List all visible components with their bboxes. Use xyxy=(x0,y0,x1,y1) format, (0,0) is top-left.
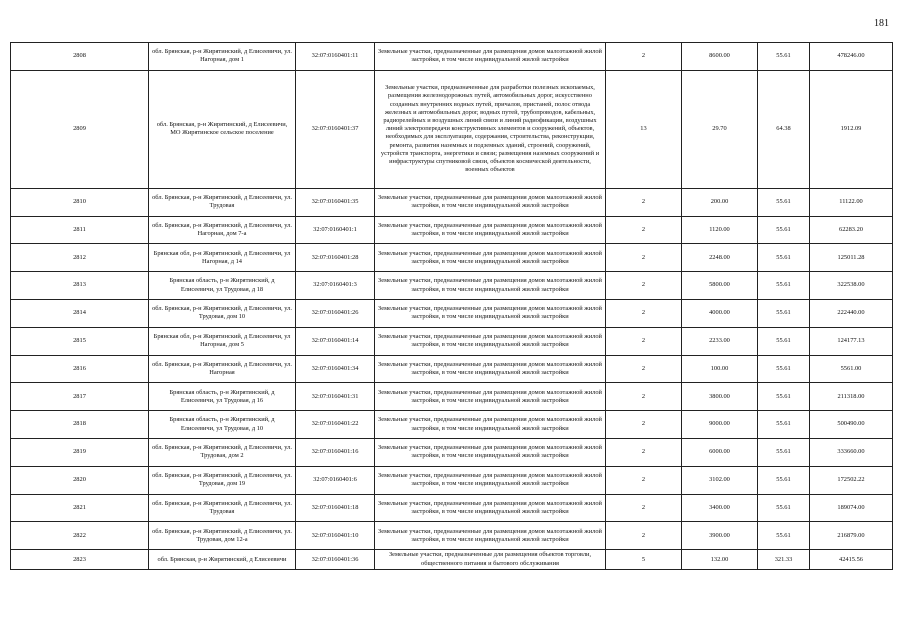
row-number-cell: 2813 xyxy=(11,272,149,300)
cadastral-value-cell: 5561.00 xyxy=(810,355,893,383)
land-use-cell: Земельные участки, предназначенные для разработки полезных ископаемых, размещения железнодорожных путей, автомобильных дорог, искусственно созданных внутренних водных путей, причалов, пристаней, полос отвода железных и автомобильных дорог, водных путей, трубопроводов, кабельных, радиорелейных и воздушных линий связи и линий радиофикации, воздушных линий электропередачи конструктивных элементов и сооружений, объектов, необходимых для эксплуатации, содержания, строительства, реконструкции, ремонта, развития наземных и подземных зданий, строений, сооружений, устройств транспорта, энергетики и связи; размещения наземных сооружений и инфраструктуры спутниковой связи, объектов космической деятельности, военных объектов xyxy=(375,70,606,188)
cadastral-number-cell: 32:07:0160401:31 xyxy=(296,383,375,411)
land-use-cell: Земельные участки, предназначенные для размещения домов малоэтажной жилой застройки, в том числе индивидуальной жилой застройки xyxy=(375,43,606,71)
group-cell: 2 xyxy=(606,355,682,383)
cadastral-value-cell: 222440.00 xyxy=(810,299,893,327)
address-cell: обл. Брянская, р-н Жирятинский, д Елисеевичи, ул. Нагорная xyxy=(149,355,296,383)
address-cell: Брянская область, р-н Жирятинский, д Елисеевичи, ул Трудовая, д 18 xyxy=(149,272,296,300)
land-use-cell: Земельные участки, предназначенные для размещения домов малоэтажной жилой застройки, в том числе индивидуальной жилой застройки xyxy=(375,411,606,439)
table-row xyxy=(11,216,893,244)
row-number-cell: 2820 xyxy=(11,466,149,494)
table-body xyxy=(11,43,893,570)
group-cell: 2 xyxy=(606,522,682,550)
group-cell: 2 xyxy=(606,494,682,522)
cadastral-value-cell: 478246.00 xyxy=(810,43,893,71)
table-row xyxy=(11,522,893,550)
land-use-cell: Земельные участки, предназначенные для размещения домов малоэтажной жилой застройки, в том числе индивидуальной жилой застройки xyxy=(375,327,606,355)
group-cell: 2 xyxy=(606,438,682,466)
table-row xyxy=(11,43,893,71)
cadastral-number-cell: 32:07:0160401:11 xyxy=(296,43,375,71)
row-number-cell: 2819 xyxy=(11,438,149,466)
table-row xyxy=(11,355,893,383)
address-cell: Брянская обл, р-н Жирятинский, д Елисеевичи, ул Нагорная, дом 5 xyxy=(149,327,296,355)
table-row xyxy=(11,466,893,494)
address-cell: обл. Брянская, р-н Жирятинский, д Елисеевичи, ул. Трудовая, дом 2 xyxy=(149,438,296,466)
specific-value-cell: 55.61 xyxy=(758,411,810,439)
cadastral-value-cell: 11122.00 xyxy=(810,188,893,216)
cadastral-number-cell: 32:07:0160401:37 xyxy=(296,70,375,188)
row-number-cell: 2810 xyxy=(11,188,149,216)
group-cell: 2 xyxy=(606,327,682,355)
specific-value-cell: 55.61 xyxy=(758,327,810,355)
cadastral-number-cell: 32:07:0160401:3 xyxy=(296,272,375,300)
area-cell: 9000.00 xyxy=(682,411,758,439)
address-cell: обл. Брянская, р-н Жирятинский, д Елисеевичи, ул. Трудовая xyxy=(149,188,296,216)
area-cell: 29.70 xyxy=(682,70,758,188)
cadastral-number-cell: 32:07:0160401:34 xyxy=(296,355,375,383)
area-cell: 1120.00 xyxy=(682,216,758,244)
cadastral-value-cell: 322538.00 xyxy=(810,272,893,300)
group-cell: 2 xyxy=(606,466,682,494)
area-cell: 2233.00 xyxy=(682,327,758,355)
address-cell: обл. Брянская, р-н Жирятинский, д Елисеевичи, ул. Трудовая, дом 10 xyxy=(149,299,296,327)
specific-value-cell: 55.61 xyxy=(758,216,810,244)
address-cell: обл. Брянская, р-н Жирятинский, д Елисеевичи, ул. Нагорная, дом 1 xyxy=(149,43,296,71)
cadastral-value-cell: 124177.13 xyxy=(810,327,893,355)
specific-value-cell: 55.61 xyxy=(758,355,810,383)
area-cell: 132.00 xyxy=(682,550,758,570)
area-cell: 4000.00 xyxy=(682,299,758,327)
row-number-cell: 2823 xyxy=(11,550,149,570)
area-cell: 3102.00 xyxy=(682,466,758,494)
table-row xyxy=(11,438,893,466)
land-use-cell: Земельные участки, предназначенные для размещения домов малоэтажной жилой застройки, в том числе индивидуальной жилой застройки xyxy=(375,272,606,300)
group-cell: 5 xyxy=(606,550,682,570)
land-use-cell: Земельные участки, предназначенные для размещения домов малоэтажной жилой застройки, в том числе индивидуальной жилой застройки xyxy=(375,244,606,272)
cadastral-number-cell: 32:07:0160401:1 xyxy=(296,216,375,244)
cadastral-value-cell: 42415.56 xyxy=(810,550,893,570)
table-row xyxy=(11,383,893,411)
table-row xyxy=(11,411,893,439)
table-row xyxy=(11,70,893,188)
row-number-cell: 2817 xyxy=(11,383,149,411)
address-cell: обл. Брянская, р-н Жирятинский, д Елисеевичи xyxy=(149,550,296,570)
specific-value-cell: 55.61 xyxy=(758,272,810,300)
address-cell: обл. Брянская, р-н Жирятинский, д Елисеевичи, ул. Трудовая, дом 19 xyxy=(149,466,296,494)
row-number-cell: 2812 xyxy=(11,244,149,272)
row-number-cell: 2811 xyxy=(11,216,149,244)
row-number-cell: 2818 xyxy=(11,411,149,439)
specific-value-cell: 55.61 xyxy=(758,244,810,272)
group-cell: 2 xyxy=(606,299,682,327)
address-cell: обл. Брянская, р-н Жирятинский, д Елисеевичи, ул. Нагорная, дом 7-а xyxy=(149,216,296,244)
land-use-cell: Земельные участки, предназначенные для размещения домов малоэтажной жилой застройки, в том числе индивидуальной жилой застройки xyxy=(375,438,606,466)
land-use-cell: Земельные участки, предназначенные для размещения домов малоэтажной жилой застройки, в том числе индивидуальной жилой застройки xyxy=(375,188,606,216)
table-row xyxy=(11,494,893,522)
specific-value-cell: 321.33 xyxy=(758,550,810,570)
area-cell: 6000.00 xyxy=(682,438,758,466)
cadastral-number-cell: 32:07:0160401:6 xyxy=(296,466,375,494)
cadastral-number-cell: 32:07:0160401:18 xyxy=(296,494,375,522)
cadastral-number-cell: 32:07:0160401:35 xyxy=(296,188,375,216)
cadastral-number-cell: 32:07:0160401:26 xyxy=(296,299,375,327)
address-cell: обл. Брянская, р-н Жирятинский, д Елисеевичи, ул. Трудовая, дом 12-а xyxy=(149,522,296,550)
specific-value-cell: 64.38 xyxy=(758,70,810,188)
specific-value-cell: 55.61 xyxy=(758,188,810,216)
row-number-cell: 2808 xyxy=(11,43,149,71)
cadastral-value-cell: 189074.00 xyxy=(810,494,893,522)
table-row xyxy=(11,244,893,272)
area-cell: 2248.00 xyxy=(682,244,758,272)
specific-value-cell: 55.61 xyxy=(758,299,810,327)
address-cell: обл. Брянская, р-н Жирятинский, д Елисеевичи, МО Жирятинское сельское поселение xyxy=(149,70,296,188)
row-number-cell: 2816 xyxy=(11,355,149,383)
land-use-cell: Земельные участки, предназначенные для размещения домов малоэтажной жилой застройки, в том числе индивидуальной жилой застройки xyxy=(375,355,606,383)
area-cell: 3800.00 xyxy=(682,383,758,411)
area-cell: 5800.00 xyxy=(682,272,758,300)
table-row xyxy=(11,299,893,327)
cadastral-value-cell: 216879.00 xyxy=(810,522,893,550)
area-cell: 3400.00 xyxy=(682,494,758,522)
area-cell: 8600.00 xyxy=(682,43,758,71)
cadastral-value-cell: 125011.28 xyxy=(810,244,893,272)
table-row xyxy=(11,327,893,355)
area-cell: 100.00 xyxy=(682,355,758,383)
address-cell: обл. Брянская, р-н Жирятинский, д Елисеевичи, ул. Трудовая xyxy=(149,494,296,522)
row-number-cell: 2815 xyxy=(11,327,149,355)
area-cell: 200.00 xyxy=(682,188,758,216)
cadastral-value-cell: 211318.00 xyxy=(810,383,893,411)
group-cell: 2 xyxy=(606,272,682,300)
group-cell: 2 xyxy=(606,216,682,244)
cadastral-number-cell: 32:07:0160401:14 xyxy=(296,327,375,355)
table-row xyxy=(11,272,893,300)
group-cell: 2 xyxy=(606,43,682,71)
row-number-cell: 2814 xyxy=(11,299,149,327)
land-use-cell: Земельные участки, предназначенные для размещения домов малоэтажной жилой застройки, в том числе индивидуальной жилой застройки xyxy=(375,522,606,550)
row-number-cell: 2822 xyxy=(11,522,149,550)
group-cell: 13 xyxy=(606,70,682,188)
specific-value-cell: 55.61 xyxy=(758,43,810,71)
cadastral-number-cell: 32:07:0160401:16 xyxy=(296,438,375,466)
specific-value-cell: 55.61 xyxy=(758,466,810,494)
cadastral-value-cell: 500490.00 xyxy=(810,411,893,439)
cadastral-value-cell: 172502.22 xyxy=(810,466,893,494)
land-use-cell: Земельные участки, предназначенные для размещения домов малоэтажной жилой застройки, в том числе индивидуальной жилой застройки xyxy=(375,494,606,522)
address-cell: Брянская область, р-н Жирятинский, д Елисеевичи, ул Трудовая, д 16 xyxy=(149,383,296,411)
cadastral-value-table xyxy=(10,42,893,570)
cadastral-number-cell: 32:07:0160401:36 xyxy=(296,550,375,570)
row-number-cell: 2809 xyxy=(11,70,149,188)
group-cell: 2 xyxy=(606,383,682,411)
table-row xyxy=(11,188,893,216)
land-use-cell: Земельные участки, предназначенные для размещения объектов торговли, общественного питания и бытового обслуживания xyxy=(375,550,606,570)
table-row xyxy=(11,550,893,570)
cadastral-value-cell: 62283.20 xyxy=(810,216,893,244)
address-cell: Брянская обл, р-н Жирятинский, д Елисеевичи, ул Нагорная, д 14 xyxy=(149,244,296,272)
cadastral-value-cell: 333660.00 xyxy=(810,438,893,466)
cadastral-number-cell: 32:07:0160401:10 xyxy=(296,522,375,550)
cadastral-number-cell: 32:07:0160401:22 xyxy=(296,411,375,439)
page-number: 181 xyxy=(874,18,889,29)
row-number-cell: 2821 xyxy=(11,494,149,522)
land-use-cell: Земельные участки, предназначенные для размещения домов малоэтажной жилой застройки, в том числе индивидуальной жилой застройки xyxy=(375,466,606,494)
specific-value-cell: 55.61 xyxy=(758,522,810,550)
land-use-cell: Земельные участки, предназначенные для размещения домов малоэтажной жилой застройки, в том числе индивидуальной жилой застройки xyxy=(375,299,606,327)
land-use-cell: Земельные участки, предназначенные для размещения домов малоэтажной жилой застройки, в том числе индивидуальной жилой застройки xyxy=(375,383,606,411)
specific-value-cell: 55.61 xyxy=(758,383,810,411)
specific-value-cell: 55.61 xyxy=(758,494,810,522)
group-cell: 2 xyxy=(606,244,682,272)
specific-value-cell: 55.61 xyxy=(758,438,810,466)
group-cell: 2 xyxy=(606,411,682,439)
area-cell: 3900.00 xyxy=(682,522,758,550)
cadastral-value-cell: 1912.09 xyxy=(810,70,893,188)
land-use-cell: Земельные участки, предназначенные для размещения домов малоэтажной жилой застройки, в том числе индивидуальной жилой застройки xyxy=(375,216,606,244)
group-cell: 2 xyxy=(606,188,682,216)
address-cell: Брянская область, р-н Жирятинский, д Елисеевичи, ул Трудовая, д 10 xyxy=(149,411,296,439)
cadastral-number-cell: 32:07:0160401:28 xyxy=(296,244,375,272)
